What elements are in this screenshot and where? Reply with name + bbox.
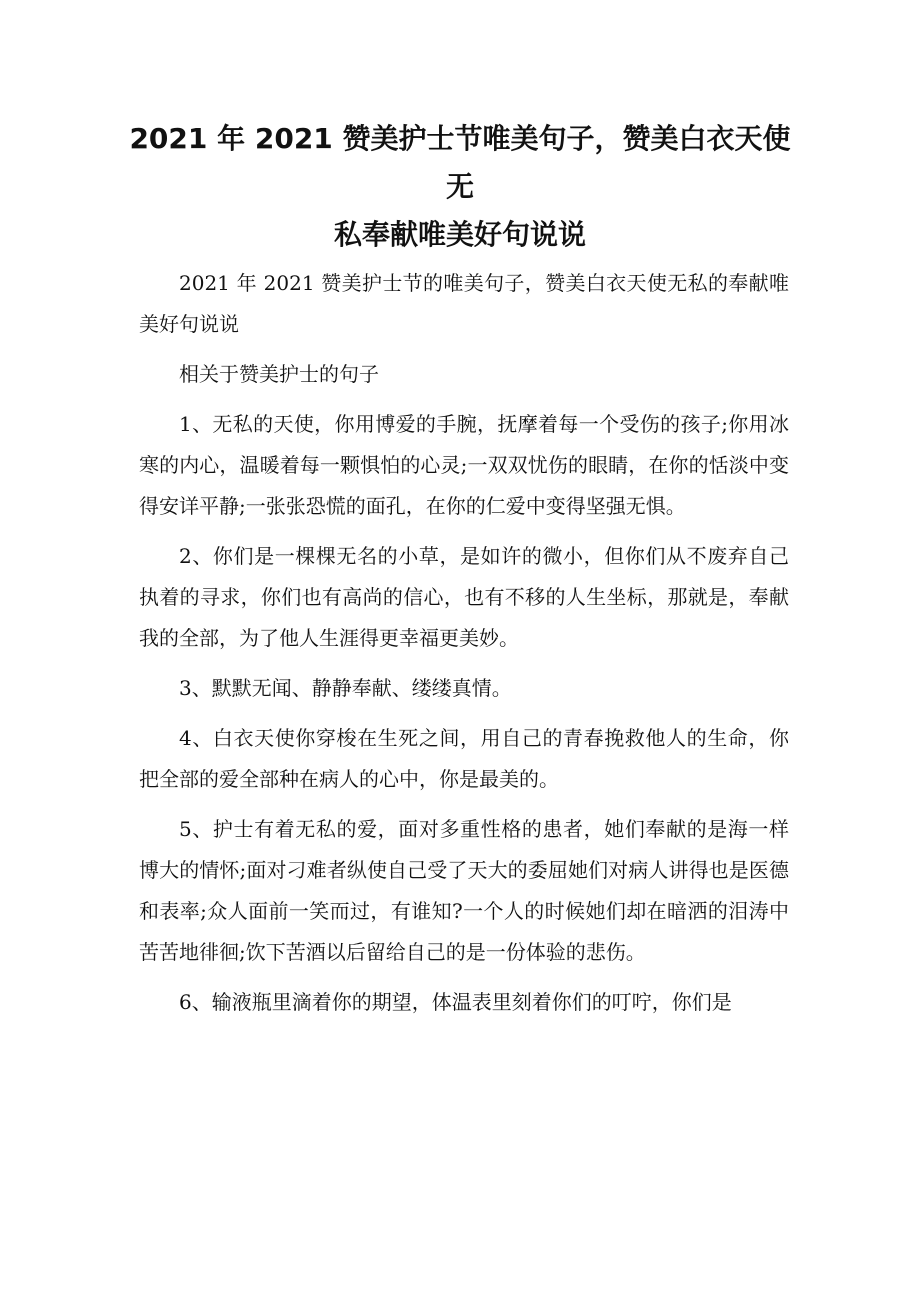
title-line-1: 2021 年 2021 赞美护士节唯美句子，赞美白衣天使无	[129, 122, 791, 203]
document-title	[120, 115, 800, 259]
section-heading: 相关于赞美护士的句子	[179, 362, 379, 386]
paragraph-4: 4、白衣天使你穿梭在生死之间，用自己的青春挽救他人的生命，你把全部的爱全部种在病人的心中，你是最美的。	[139, 726, 789, 791]
paragraph-2: 2、你们是一棵棵无名的小草，是如许的微小，但你们从不废弃自己执着的寻求，你们也有高尚的信心，也有不移的人生坐标，那就是，奉献我的全部，为了他人生涯得更幸福更美妙。	[139, 544, 789, 650]
title-line-2: 私奉献唯美好句说说	[333, 218, 586, 251]
document-body	[139, 263, 789, 1032]
paragraph-1: 1、无私的天使，你用博爱的手腕，抚摩着每一个受伤的孩子;你用冰寒的内心，温暖着每一颗惧怕的心灵;一双双忧伤的眼睛，在你的恬淡中变得安详平静;一张张恐慌的面孔，在你的仁爱中变得坚强无惧。	[139, 412, 789, 518]
intro-paragraph: 2021 年 2021 赞美护士节的唯美句子，赞美白衣天使无私的奉献唯美好句说说	[139, 271, 789, 336]
paragraph-3: 3、默默无闻、静静奉献、缕缕真情。	[179, 676, 512, 700]
paragraph-5: 5、护士有着无私的爱，面对多重性格的患者，她们奉献的是海一样博大的情怀;面对刁难者纵使自己受了天大的委屈她们对病人讲得也是医德和表率;众人面前一笑而过，有谁知?一个人的时候她们却在暗洒的泪涛中苦苦地徘徊;饮下苦酒以后留给自己的是一份体验的悲伤。	[139, 817, 789, 964]
paragraph-6: 6、输液瓶里滴着你的期望，体温表里刻着你们的叮咛，你们是	[179, 990, 732, 1014]
